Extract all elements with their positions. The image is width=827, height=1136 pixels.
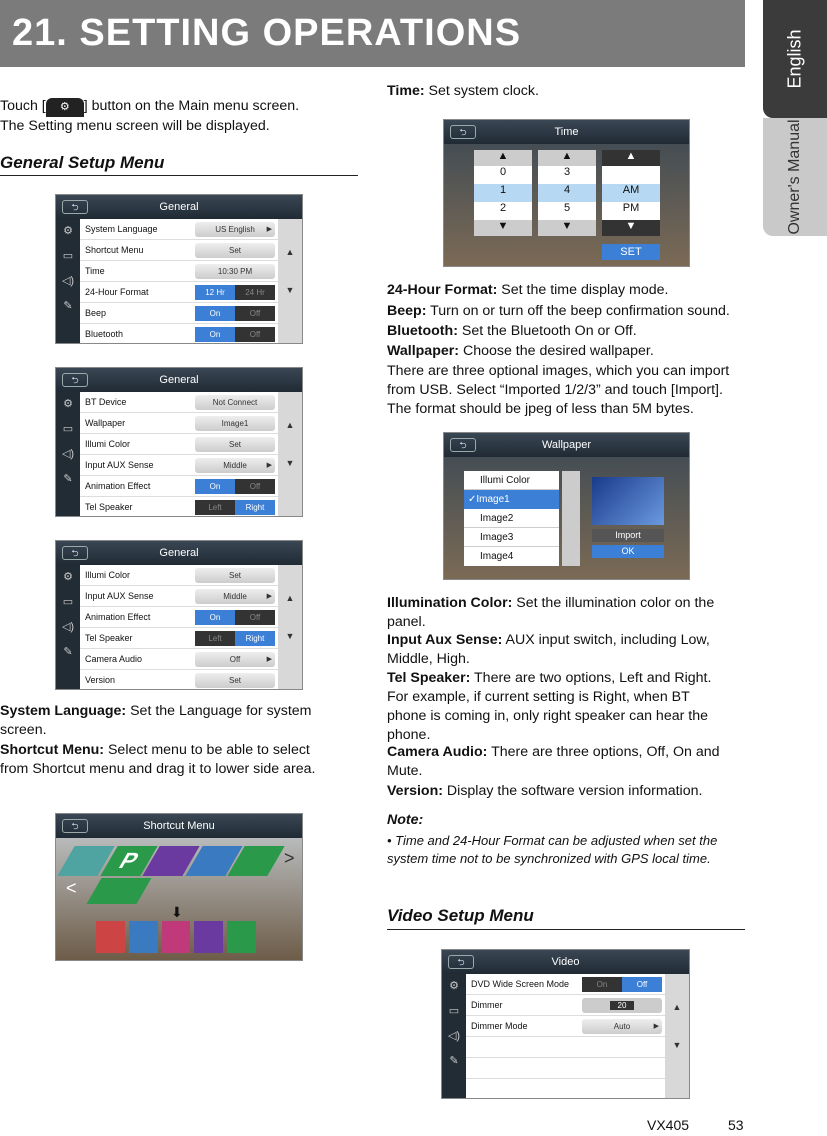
gear-icon[interactable]: ⚙ xyxy=(63,571,73,583)
desc-term: Shortcut Menu: xyxy=(0,742,105,758)
scroll-up-icon[interactable]: ▲ xyxy=(285,420,295,430)
music-dock-icon[interactable] xyxy=(129,921,158,953)
side-menu xyxy=(442,974,466,1098)
back-icon[interactable]: ⮌ xyxy=(62,819,88,833)
desc-text: Set system clock. xyxy=(424,83,539,99)
tab-english[interactable] xyxy=(763,0,827,118)
radio-dock-icon[interactable] xyxy=(96,921,125,953)
row-label: Animation Effect xyxy=(85,612,151,622)
minute-value: 3 xyxy=(538,166,596,184)
set-button[interactable]: SET xyxy=(602,244,660,260)
row-label: Illumi Color xyxy=(85,570,131,580)
note-heading: Note: xyxy=(387,812,424,828)
phone-dock-icon[interactable] xyxy=(194,921,223,953)
wallpaper-desc xyxy=(387,342,747,361)
video-screen xyxy=(441,949,690,1099)
desc-term: System Language: xyxy=(0,703,127,719)
minute-value: 5 xyxy=(538,202,596,220)
list-item[interactable] xyxy=(80,586,278,607)
ok-button[interactable]: OK xyxy=(592,545,664,558)
intro-text xyxy=(0,97,360,136)
general-screen-2 xyxy=(55,367,303,517)
desc-term: Time: xyxy=(387,83,425,99)
desc-text: Set the time display mode. xyxy=(497,282,669,298)
row-label: System Language xyxy=(85,224,158,234)
row-label: Wallpaper xyxy=(85,418,126,428)
row-value[interactable]: Auto ▶ xyxy=(582,1019,662,1034)
tel-speaker-desc xyxy=(387,669,732,745)
back-icon[interactable]: ⮌ xyxy=(62,200,88,214)
list-item[interactable] xyxy=(80,219,278,240)
side-menu xyxy=(56,565,80,689)
row-value[interactable]: US English ▶ xyxy=(195,222,275,237)
divider xyxy=(0,175,358,176)
desc-text: Select menu to be able to select from Shortcut menu and drag it to lower side area. xyxy=(0,742,316,777)
list-item[interactable] xyxy=(80,455,278,476)
list-item[interactable] xyxy=(80,324,278,344)
time-desc xyxy=(387,82,539,101)
screen-title: Video xyxy=(551,956,580,968)
gear-icon[interactable]: ⚙ xyxy=(63,225,73,237)
hour-up-icon[interactable]: ▲ xyxy=(474,150,532,166)
drag-arrow-icon: ⬇ xyxy=(171,904,183,920)
toggle[interactable] xyxy=(582,977,662,992)
gear-icon[interactable]: ⚙ xyxy=(449,980,459,992)
toggle-a[interactable]: On xyxy=(195,610,235,625)
camera-tile-icon[interactable] xyxy=(86,878,151,904)
desc-text: Choose the desired wallpaper. xyxy=(459,343,654,359)
ampm-up-icon[interactable]: ▲ xyxy=(602,150,660,166)
list-item[interactable] xyxy=(80,607,278,628)
dimmer-value: 20 xyxy=(610,1001,635,1010)
ipod-dock-icon[interactable] xyxy=(162,921,191,953)
list-item[interactable]: Image4 xyxy=(480,551,514,562)
list-item xyxy=(466,1058,665,1079)
row-label: Time xyxy=(85,266,105,276)
general-heading: General Setup Menu xyxy=(0,153,165,172)
list-item[interactable] xyxy=(80,261,278,282)
row-value[interactable]: Set xyxy=(195,437,275,452)
desc-text: There are two options, Left and Right. For example, if current setting is Right, when BT phone is coming in, only right speaker can hear the phone. xyxy=(387,670,712,743)
list-item[interactable] xyxy=(80,670,278,690)
row-label: Version xyxy=(85,675,116,685)
scroll-up-icon[interactable]: ▲ xyxy=(285,247,295,257)
aux-desc xyxy=(387,631,727,669)
row-label: 24-Hour Format xyxy=(85,287,149,297)
list-item[interactable] xyxy=(466,974,665,995)
back-icon[interactable]: ⮌ xyxy=(450,438,476,452)
list-item[interactable]: Illumi Color xyxy=(464,471,559,490)
list-item[interactable] xyxy=(80,282,278,303)
hour-value: 0 xyxy=(474,166,532,184)
desc-text: Display the software version information. xyxy=(442,783,703,799)
minute-up-icon[interactable]: ▲ xyxy=(538,150,596,166)
toggle-a[interactable]: On xyxy=(195,479,235,494)
ampm-value: PM xyxy=(602,202,660,220)
screen-title: General xyxy=(159,201,199,213)
intro-line2: The Setting menu screen will be displayed. xyxy=(0,118,270,134)
desc-term: Bluetooth: xyxy=(387,323,458,339)
scrollbar[interactable] xyxy=(562,471,580,566)
gear-icon[interactable]: ⚙ xyxy=(63,398,73,410)
row-label: Input AUX Sense xyxy=(85,460,154,470)
desc-term: Tel Speaker: xyxy=(387,670,471,686)
screen-titlebar xyxy=(444,120,689,144)
audio-icon[interactable]: ◁) xyxy=(61,275,75,287)
video-icon[interactable]: ▭ xyxy=(62,423,74,435)
desc-term: Wallpaper: xyxy=(387,343,459,359)
general-screen-1 xyxy=(55,194,303,344)
screen-titlebar xyxy=(56,368,302,392)
parking-tile-icon[interactable]: P xyxy=(100,846,157,876)
row-label: Bluetooth xyxy=(85,329,124,339)
desc-term: Camera Audio: xyxy=(387,744,488,760)
h24-desc xyxy=(387,281,747,300)
side-menu xyxy=(56,392,80,516)
next-arrow-icon[interactable]: > xyxy=(284,848,295,868)
row-value[interactable]: Middle ▶ xyxy=(195,458,275,473)
hour-value: 1 xyxy=(474,184,532,202)
shortcut-menu-desc xyxy=(0,741,335,779)
screen-title: Time xyxy=(554,126,579,138)
toggle[interactable] xyxy=(195,500,275,515)
scrollbar[interactable] xyxy=(278,565,302,689)
row-label: Tel Speaker xyxy=(85,633,133,643)
toggle-b[interactable]: Right xyxy=(235,631,275,646)
intro-part2: ] button on the Main menu screen. xyxy=(83,98,300,114)
row-label: DVD Wide Screen Mode xyxy=(471,979,570,989)
video-heading: Video Setup Menu xyxy=(387,906,534,925)
screen-title: Wallpaper xyxy=(541,439,592,451)
hour-down-icon[interactable]: ▼ xyxy=(474,220,532,236)
check-icon: ✓ xyxy=(468,494,477,505)
scroll-down-icon[interactable]: ▼ xyxy=(285,631,295,641)
ampm-down-icon[interactable]: ▼ xyxy=(602,220,660,236)
row-label: Tel Speaker xyxy=(85,502,133,512)
row-label: Beep xyxy=(85,308,107,318)
toggle[interactable] xyxy=(195,479,275,494)
screen-titlebar xyxy=(56,814,302,838)
shortcut-menu-screen xyxy=(55,813,303,961)
video-icon[interactable]: ▭ xyxy=(62,596,74,608)
toggle[interactable] xyxy=(195,285,275,300)
row-label: Animation Effect xyxy=(85,481,151,491)
tab-manual-label: Owner's Manual xyxy=(786,119,803,235)
desc-text: Set the Language for system screen. xyxy=(0,703,312,738)
back-icon[interactable]: ⮌ xyxy=(62,546,88,560)
row-label: Dimmer xyxy=(471,1000,503,1010)
minute-value: 4 xyxy=(538,184,596,202)
screen-titlebar xyxy=(56,541,302,565)
toggle-b[interactable]: 24 Hr xyxy=(235,285,275,300)
scrollbar[interactable] xyxy=(278,392,302,516)
desc-text: Set the illumination color on the panel. xyxy=(387,595,715,630)
row-value[interactable]: 10:30 PM xyxy=(195,264,275,279)
audio-icon[interactable]: ◁) xyxy=(447,1030,461,1042)
shortcut-tiles xyxy=(66,846,276,876)
row-value[interactable]: Image1 xyxy=(195,416,275,431)
scrollbar[interactable] xyxy=(665,974,689,1098)
back-icon[interactable]: ⮌ xyxy=(62,373,88,387)
row-value[interactable]: Set xyxy=(195,673,275,688)
screen-title: General xyxy=(159,547,199,559)
list-item[interactable] xyxy=(80,476,278,497)
list-item[interactable] xyxy=(466,995,665,1016)
toggle-a[interactable]: Left xyxy=(195,631,235,646)
tool-icon[interactable]: ✎ xyxy=(449,1055,459,1067)
minute-down-icon[interactable]: ▼ xyxy=(538,220,596,236)
list-item[interactable] xyxy=(80,649,278,670)
tab-english-label: English xyxy=(784,29,805,89)
bluetooth-desc xyxy=(387,322,747,341)
row-value[interactable]: Not Connect xyxy=(195,395,275,410)
desc-text: Turn on or turn off the beep confirmation sound. xyxy=(426,303,730,319)
ampm-column[interactable] xyxy=(602,150,660,236)
desc-text: AUX input switch, including Low, Middle, High. xyxy=(387,632,710,667)
page-title: 21. SETTING OPERATIONS xyxy=(12,12,522,54)
scroll-down-icon[interactable]: ▼ xyxy=(285,458,295,468)
desc-text: Set the Bluetooth On or Off. xyxy=(457,323,637,339)
illumination-desc xyxy=(387,594,742,632)
list-item[interactable] xyxy=(80,392,278,413)
system-language-desc xyxy=(0,702,330,740)
beep-desc xyxy=(387,302,747,321)
list-item[interactable]: Image2 xyxy=(464,509,559,528)
desc-term: Illumination Color: xyxy=(387,595,513,611)
screen-titlebar xyxy=(442,950,689,974)
row-label: BT Device xyxy=(85,397,127,407)
screen-titlebar xyxy=(56,195,302,219)
row-value[interactable]: Set xyxy=(195,568,275,583)
toggle-a[interactable]: On xyxy=(195,306,235,321)
tool-icon[interactable]: ✎ xyxy=(63,300,73,312)
row-label: Shortcut Menu xyxy=(85,245,144,255)
row-label: Input AUX Sense xyxy=(85,591,154,601)
list-item[interactable] xyxy=(80,413,278,434)
wallpaper-list xyxy=(464,471,559,566)
list-item[interactable]: Image3 xyxy=(464,528,559,547)
wallpaper-screen xyxy=(443,432,690,580)
row-value[interactable]: Middle ▶ xyxy=(195,589,275,604)
toggle-b[interactable]: Off xyxy=(235,306,275,321)
settings-icon: ⚙ xyxy=(46,98,84,117)
row-value[interactable]: Set xyxy=(195,243,275,258)
row-label: Dimmer Mode xyxy=(471,1021,528,1031)
list-item xyxy=(466,1079,665,1099)
desc-term: Version: xyxy=(387,783,443,799)
hour-value: 2 xyxy=(474,202,532,220)
toggle-b[interactable]: Right xyxy=(235,500,275,515)
model-number: VX405 xyxy=(647,1117,690,1133)
back-icon[interactable]: ⮌ xyxy=(448,955,474,969)
divider xyxy=(387,929,745,930)
note-text: • Time and 24-Hour Format can be adjusted when set the system time not to be synchronized with GPS local time. xyxy=(387,833,718,866)
desc-term: Beep: xyxy=(387,303,427,319)
hour-column[interactable] xyxy=(474,150,532,236)
scroll-up-icon[interactable]: ▲ xyxy=(285,593,295,603)
list-item-label: Image1 xyxy=(476,494,510,505)
toggle-b[interactable]: Off xyxy=(622,977,662,992)
video-icon[interactable]: ▭ xyxy=(62,250,74,262)
tool-icon[interactable]: ✎ xyxy=(63,646,73,658)
scroll-up-icon[interactable]: ▲ xyxy=(672,1002,682,1012)
toggle[interactable] xyxy=(195,610,275,625)
scrollbar[interactable] xyxy=(278,219,302,343)
screen-titlebar xyxy=(444,433,689,457)
toggle[interactable] xyxy=(195,631,275,646)
dimmer-slider[interactable] xyxy=(582,998,662,1013)
toggle-a[interactable]: 12 Hr xyxy=(195,285,235,300)
prev-arrow-icon[interactable]: < xyxy=(66,878,77,898)
tool-icon[interactable]: ✎ xyxy=(63,473,73,485)
nav-dock-icon[interactable] xyxy=(227,921,256,953)
list-item xyxy=(466,1037,665,1058)
list-item[interactable] xyxy=(80,497,278,517)
scroll-down-icon[interactable]: ▼ xyxy=(285,285,295,295)
screen-title: Shortcut Menu xyxy=(143,820,215,832)
list-item[interactable] xyxy=(466,1016,665,1037)
toggle-b[interactable]: Off xyxy=(235,327,275,342)
audio-icon[interactable]: ◁) xyxy=(61,621,75,633)
minute-column[interactable] xyxy=(538,150,596,236)
list-item[interactable] xyxy=(80,434,278,455)
page-number: 53 xyxy=(728,1117,744,1133)
list-item[interactable] xyxy=(464,490,559,509)
list-item[interactable] xyxy=(80,303,278,324)
page-header xyxy=(0,0,745,67)
version-desc xyxy=(387,782,742,801)
side-menu xyxy=(56,219,80,343)
time-screen xyxy=(443,119,690,267)
list-item[interactable] xyxy=(80,565,278,586)
screen-title: General xyxy=(159,374,199,386)
toggle-a[interactable]: Left xyxy=(195,500,235,515)
intro-part1: Touch [ xyxy=(0,98,46,114)
toggle-a[interactable]: On xyxy=(195,327,235,342)
row-label: Camera Audio xyxy=(85,654,143,664)
import-button[interactable]: Import xyxy=(592,529,664,542)
desc-term: Input Aux Sense: xyxy=(387,632,503,648)
toggle-b[interactable]: Off xyxy=(235,479,275,494)
tab-owners-manual[interactable] xyxy=(763,118,827,236)
list-item[interactable] xyxy=(80,240,278,261)
toggle-b[interactable]: Off xyxy=(235,610,275,625)
list-item[interactable] xyxy=(80,628,278,649)
desc-text: There are three options, Off, On and Mute. xyxy=(387,744,720,779)
desc-term: 24-Hour Format: xyxy=(387,282,498,298)
toggle[interactable] xyxy=(195,306,275,321)
wallpaper-detail: There are three optional images, which you can import from USB. Select “Imported 1/2/3” and touch [Import]. The format should be jpeg of less than 5M bytes. xyxy=(387,363,730,417)
ampm-value: AM xyxy=(602,184,660,202)
row-label: Illumi Color xyxy=(85,439,131,449)
ampm-blank xyxy=(602,166,660,184)
video-icon[interactable]: ▭ xyxy=(448,1005,460,1017)
toggle-a[interactable]: On xyxy=(582,977,622,992)
audio-icon[interactable]: ◁) xyxy=(61,448,75,460)
scroll-down-icon[interactable]: ▼ xyxy=(672,1040,682,1050)
shortcut-dock xyxy=(96,921,256,953)
wallpaper-preview xyxy=(592,477,664,525)
general-screen-3 xyxy=(55,540,303,690)
row-value[interactable]: Off ▶ xyxy=(195,652,275,667)
back-icon[interactable]: ⮌ xyxy=(450,125,476,139)
toggle[interactable] xyxy=(195,327,275,342)
camera-audio-desc xyxy=(387,743,732,781)
